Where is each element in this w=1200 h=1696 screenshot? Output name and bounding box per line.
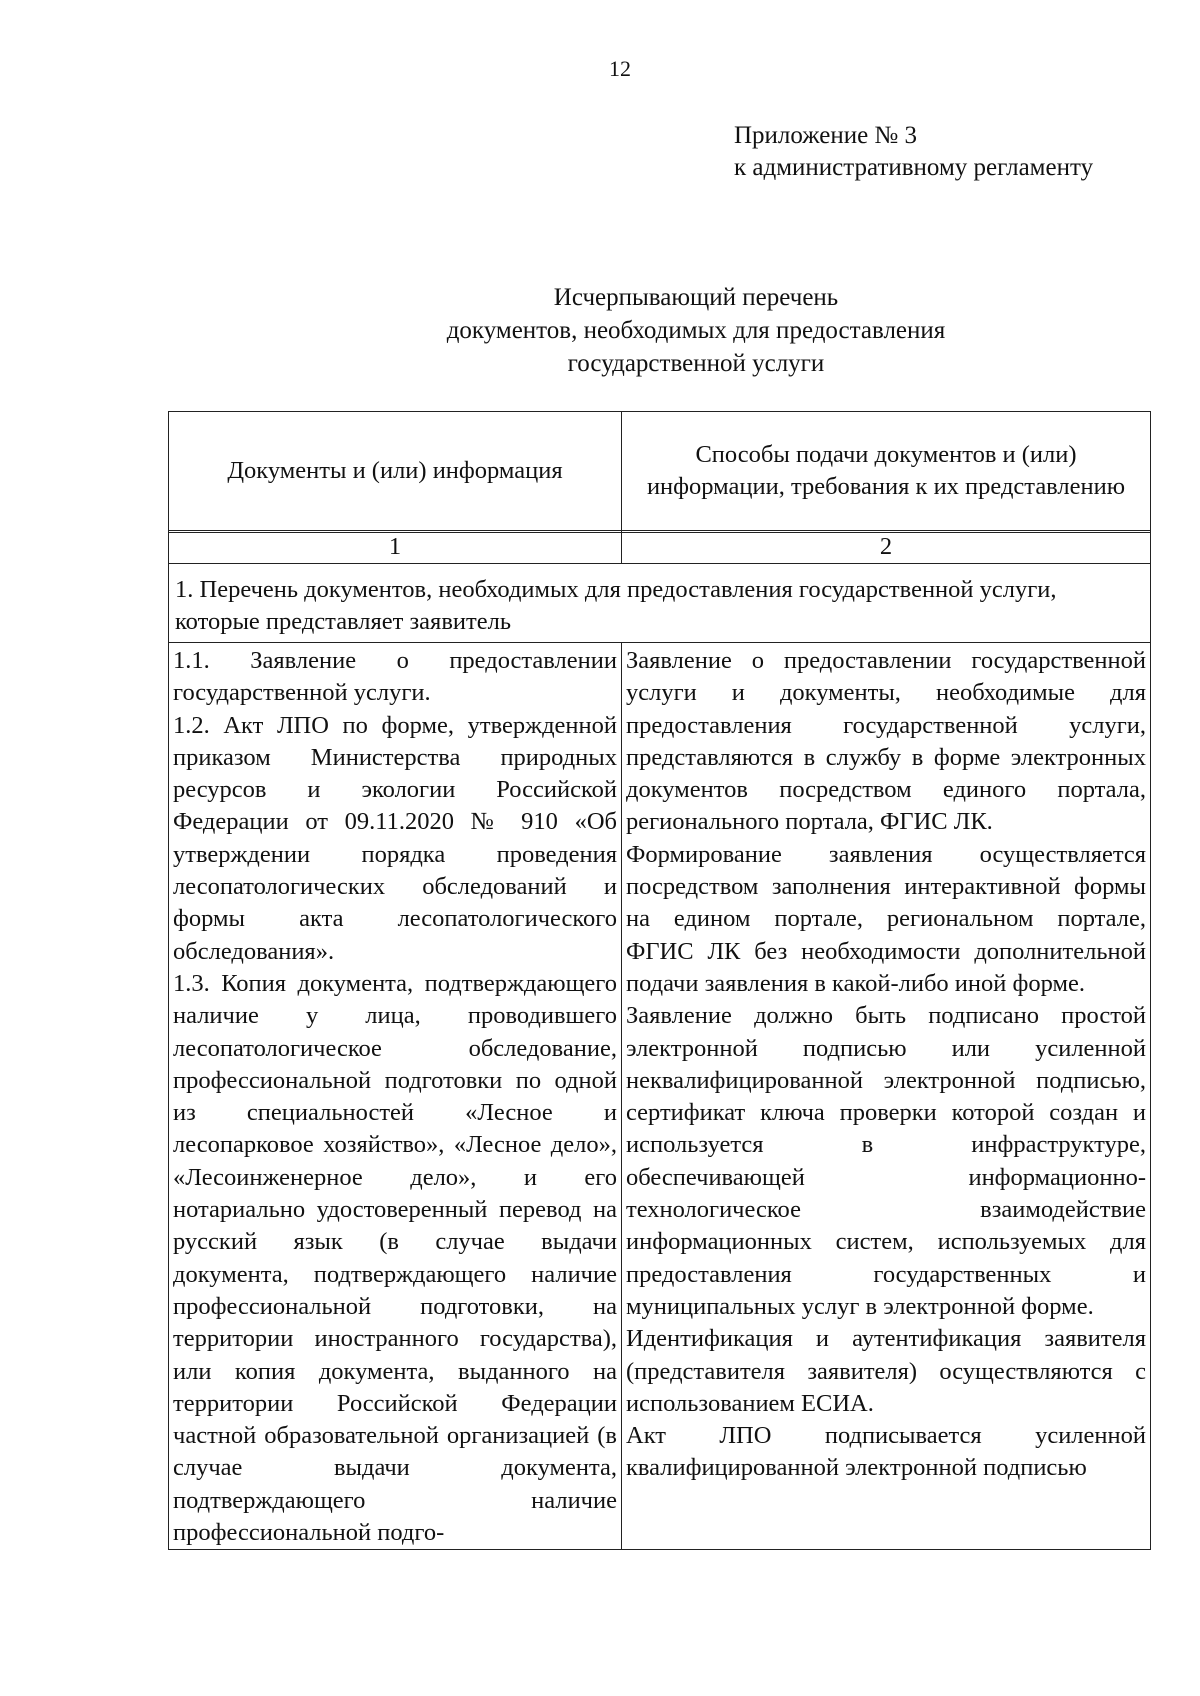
document-item-1-1: 1.1. Заявление о предоставлении государственной услуги. (173, 647, 617, 707)
document-item-1-3: 1.3. Копия документа, подтверждающего наличие у лица, проводившего лесопатологическое обследование, профессиональной подготовки по одной из специальностей «Лесное и лесопарковое хозяйство», «Лесное дело», «Лесоинженерное дело», и его нотариально удостоверенный перевод на русский язык (в случае выдачи документа, подтверждающего наличие профессиональной подготовки, на территории иностранного государства), или копия документа, выданного на территории Российской Федерации частной образовательной организацией (в случае выдачи документа, подтверждающего наличие профессиональной подго- (173, 969, 617, 1547)
column-number-2: 2 (622, 533, 1151, 564)
section-title: 1. Перечень документов, необходимых для предоставления государственной услуги, которые представляет заявитель (169, 564, 1151, 643)
title-line-1: Исчерпывающий перечень (553, 284, 839, 311)
appendix-note (734, 120, 1093, 184)
column-number-row (169, 533, 1151, 564)
page-number: 12 (609, 56, 631, 81)
document-title (0, 281, 1200, 380)
documents-table (168, 411, 1151, 1550)
header-documents: Документы и (или) информация (169, 412, 622, 531)
section-row (169, 564, 1151, 643)
title-line-3: государственной услуги (567, 350, 825, 377)
requirements-cell (622, 643, 1151, 1550)
requirement-paragraph-4: Идентификация и аутентификация заявителя (представителя заявителя) осуществляются с использованием ЕСИА. (626, 1325, 1146, 1417)
appendix-line-2: к административному регламенту (734, 154, 1094, 181)
appendix-line-1: Приложение № 3 (734, 122, 918, 149)
requirement-paragraph-2: Формирование заявления осуществляется посредством заполнения интерактивной формы на едином портале, региональном портале, ФГИС ЛК без необходимости дополнительной подачи заявления в какой-либо иной форме. (626, 840, 1146, 997)
documents-cell (169, 643, 622, 1550)
document-item-1-2: 1.2. Акт ЛПО по форме, утвержденной приказом Министерства природных ресурсов и экологии Российской Федерации от 09.11.2020 № 910 «Об утверждении порядка проведения лесопатологических обследований и формы акта лесопатологического обследования». (173, 711, 617, 965)
requirement-paragraph-1: Заявление о предоставлении государственной услуги и документы, необходимые для предоставления государственной услуги, представляются в службу в форме электронных документов посредством единого портала, регионального портала, ФГИС ЛК. (626, 647, 1146, 836)
column-number-1: 1 (169, 533, 622, 564)
title-line-2: документов, необходимых для предоставления (446, 317, 946, 344)
table-row (169, 643, 1151, 1550)
requirement-paragraph-5: Акт ЛПО подписывается усиленной квалифицированной электронной подписью (626, 1422, 1146, 1482)
table-header-row (169, 412, 1151, 531)
requirement-paragraph-3: Заявление должно быть подписано простой электронной подписью или усиленной неквалифицированной электронной подписью, сертификат ключа проверки которой создан и используется в инфраструктуре, обеспечивающей информационно-технологическое взаимодействие информационных систем, используемых для предоставления государственных и муниципальных услуг в электронной форме. (626, 1002, 1146, 1320)
header-submission-methods: Способы подачи документов и (или) информации, требования к их представлению (622, 412, 1151, 531)
